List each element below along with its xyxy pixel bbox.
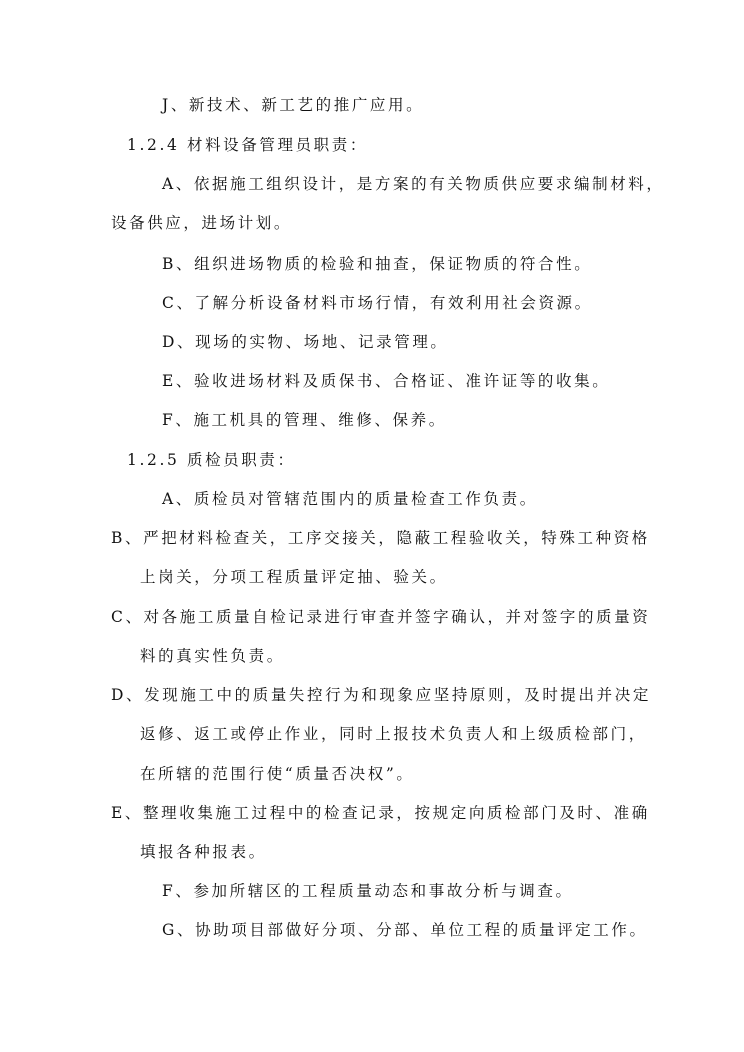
text-line-g2: G、协助项目部做好分项、分部、单位工程的质量评定工作。 — [162, 921, 648, 939]
text-line-d2-cont2: 在所辖的范围行使“质量否决权”。 — [140, 765, 415, 783]
text-line-b2: B、严把材料检查关，工序交接关，隐蔽工程验收关，特殊工种资格 — [111, 529, 650, 547]
text-line-c2-cont: 料的真实性负责。 — [140, 647, 285, 665]
text-line-b1: B、组织进场物质的检验和抽查，保证物质的符合性。 — [162, 255, 593, 273]
text-line-d1: D、现场的实物、场地、记录管理。 — [162, 333, 449, 351]
text-line-c1: C、了解分析设备材料市场行情，有效利用社会资源。 — [162, 294, 593, 312]
text-line-d2: D、发现施工中的质量失控行为和现象应坚持原则，及时提出并决定 — [111, 686, 651, 704]
text-line-a1-cont: 设备供应，进场计划。 — [111, 214, 293, 232]
text-line-e2: E、整理收集施工过程中的检查记录，按规定向质检部门及时、准确 — [111, 804, 650, 822]
text-line-f2: F、参加所辖区的工程质量动态和事故分析与调查。 — [162, 882, 574, 900]
text-line-f1: F、施工机具的管理、维修、保养。 — [162, 411, 447, 429]
text-line-j: J、新技术、新工艺的推广应用。 — [162, 96, 425, 114]
text-line-e2-cont: 填报各种报表。 — [140, 843, 267, 861]
text-line-e1: E、验收进场材料及质保书、合格证、准许证等的收集。 — [162, 372, 611, 390]
text-line-c2: C、对各施工质量自检记录进行审查并签字确认，并对签字的质量资 — [111, 608, 651, 626]
text-line-b2-cont: 上岗关，分项工程质量评定抽、验关。 — [140, 568, 448, 586]
text-line-a2: A、质检员对管辖范围内的质量检查工作负责。 — [162, 490, 538, 508]
section-heading-1-2-4: 1.2.4 材料设备管理员职责： — [127, 136, 368, 154]
text-line-d2-cont1: 返修、返工或停止作业，同时上报技术负责人和上级质检部门， — [140, 725, 647, 743]
text-line-a1: A、依据施工组织设计，是方案的有关物质供应要求编制材料， — [162, 175, 665, 193]
section-heading-1-2-5: 1.2.5 质检员职责： — [127, 451, 296, 469]
